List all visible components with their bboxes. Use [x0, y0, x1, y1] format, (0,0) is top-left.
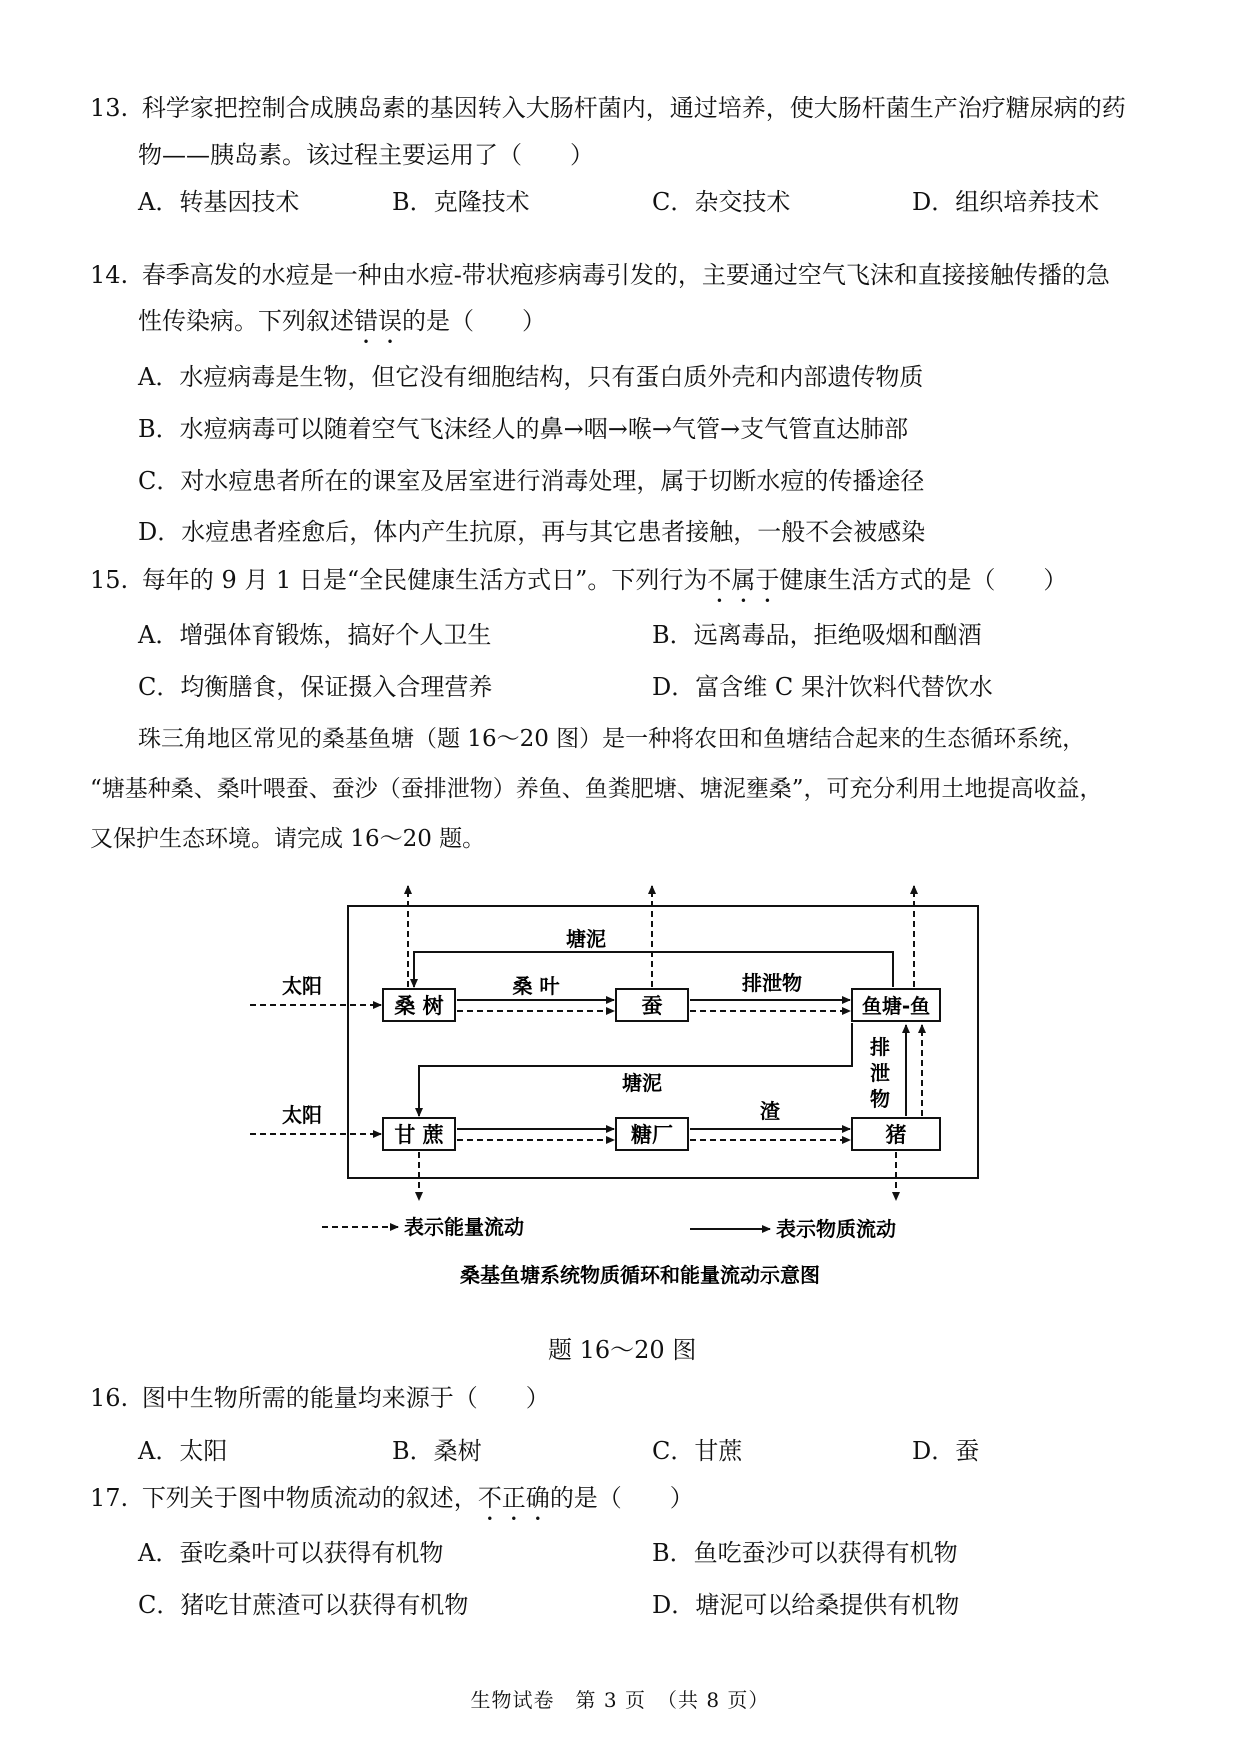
q17-emphasis: 不正确 — [477, 1484, 550, 1512]
q13-option-d: D．组织培养技术 — [912, 188, 1100, 216]
q13-option-a: A．转基因技术 — [138, 188, 300, 216]
q17-text-a: 下列关于图中物质流动的叙述， — [141, 1484, 478, 1512]
q16-number: 16. — [90, 1384, 129, 1412]
label-zha: 渣 — [760, 1099, 780, 1123]
figure-caption: 题 16～20 图 — [548, 1336, 697, 1364]
q15-option-a: A．增强体育锻炼，搞好个人卫生 — [138, 621, 492, 649]
passage-line2: “塘基种桑、桑叶喂蚕、蚕沙（蚕排泄物）养鱼、鱼粪肥塘、塘泥壅桑”，可充分利用土地提高收益， — [90, 776, 1103, 802]
q14-line2 — [138, 301, 546, 349]
q15-text-b: 健康生活方式的是（ ） — [779, 566, 1068, 594]
node-sangshu: 桑 树 — [394, 994, 444, 1018]
label-paixiewu-v3: 物 — [870, 1087, 890, 1111]
label-sangye: 桑 叶 — [512, 974, 560, 998]
q17-option-d: D．塘泥可以给桑提供有机物 — [652, 1591, 960, 1619]
node-ganzhe: 甘 蔗 — [394, 1123, 444, 1147]
q14-text-1: 春季高发的水痘是一种由水痘-带状疱疹病毒引发的，主要通过空气飞沫和直接接触传播的急 — [141, 261, 1110, 289]
q17-option-a: A．蚕吃桑叶可以获得有机物 — [138, 1539, 444, 1567]
q16-line1 — [90, 1378, 550, 1413]
q15-option-c: C．均衡膳食，保证摄入合理营养 — [138, 673, 493, 701]
q14-number: 14. — [90, 261, 129, 289]
q16-option-a: A．太阳 — [138, 1437, 228, 1465]
node-tangchang: 糖厂 — [631, 1123, 673, 1147]
q14-line1 — [90, 255, 1110, 290]
label-paixiewu-v1: 排 — [870, 1035, 890, 1059]
passage-line1: 珠三角地区常见的桑基鱼塘（题 16～20 图）是一种将农田和鱼塘结合起来的生态循环系统， — [138, 726, 1086, 752]
q16-option-b: B．桑树 — [392, 1437, 482, 1465]
q14-text-2a: 性传染病。下列叙述 — [138, 307, 354, 335]
q14-option-d: D．水痘患者痊愈后，体内产生抗原，再与其它患者接触，一般不会被感染 — [138, 518, 926, 546]
node-zhu: 猪 — [885, 1123, 907, 1147]
label-tangni-top: 塘泥 — [566, 927, 606, 951]
label-sun-bottom: 太阳 — [282, 1103, 322, 1127]
q15-number: 15. — [90, 566, 129, 594]
q13-option-c: C．杂交技术 — [652, 188, 791, 216]
q16-option-c: C．甘蔗 — [652, 1437, 743, 1465]
passage-line3: 又保护生态环境。请完成 16～20 题。 — [90, 826, 486, 852]
q15-option-b: B．远离毒品，拒绝吸烟和酗酒 — [652, 621, 982, 649]
arrow-tangni-yutang-to-ganzhe — [419, 1023, 852, 1116]
q14-text-2b: 的是（ ） — [402, 307, 546, 335]
label-sun-top: 太阳 — [282, 974, 322, 998]
legend-matter-label: 表示物质流动 — [776, 1217, 896, 1241]
label-paixiewu-v2: 泄 — [870, 1061, 890, 1085]
q13-line2: 物——胰岛素。该过程主要运用了（ ） — [138, 141, 594, 169]
label-tangni-mid: 塘泥 — [622, 1071, 662, 1095]
q13-option-b: B．克隆技术 — [392, 188, 530, 216]
q15-line1 — [90, 560, 1067, 608]
q13-text-1: 科学家把控制合成胰岛素的基因转入大肠杆菌内，通过培养，使大肠杆菌生产治疗糖尿病的药 — [141, 94, 1126, 122]
node-can: 蚕 — [641, 994, 663, 1018]
q17-text — [142, 1484, 694, 1512]
q16-option-d: D．蚕 — [912, 1437, 980, 1465]
node-yutang: 鱼塘-鱼 — [861, 994, 931, 1018]
q14-option-a: A．水痘病毒是生物，但它没有细胞结构，只有蛋白质外壳和内部遗传物质 — [138, 363, 924, 391]
q15-option-d: D．富含维 C 果汁饮料代替饮水 — [652, 673, 993, 701]
q17-option-c: C．猪吃甘蔗渣可以获得有机物 — [138, 1591, 469, 1619]
diagram-title: 桑基鱼塘系统物质循环和能量流动示意图 — [460, 1263, 820, 1287]
q17-number: 17. — [90, 1484, 129, 1512]
q17-option-b: B．鱼吃蚕沙可以获得有机物 — [652, 1539, 958, 1567]
q14-option-b: B．水痘病毒可以随着空气飞沫经人的鼻→咽→喉→气管→支气管直达肺部 — [138, 415, 909, 443]
q14-emphasis: 错误 — [354, 307, 402, 335]
q14-option-c: C．对水痘患者所在的课室及居室进行消毒处理，属于切断水痘的传播途径 — [138, 467, 925, 495]
arrow-tangni-yutang-to-sangshu — [414, 952, 893, 987]
q15-text-a: 每年的 9 月 1 日是“全民健康生活方式日”。下列行为 — [141, 566, 708, 594]
legend-energy-label: 表示能量流动 — [404, 1215, 524, 1239]
q16-text: 图中生物所需的能量均来源于（ ） — [141, 1384, 550, 1412]
q15-emphasis: 不属于 — [707, 566, 780, 594]
label-paixiewu-top: 排泄物 — [742, 971, 802, 995]
q13-line1 — [90, 88, 1126, 123]
q15-text — [142, 566, 1068, 594]
q13-number: 13. — [90, 94, 129, 122]
page-footer: 生物试卷 第 3 页 （共 8 页） — [470, 1688, 770, 1712]
mulberry-fishpond-diagram — [0, 880, 1240, 1300]
q17-text-b: 的是（ ） — [549, 1484, 694, 1512]
q17-line1 — [90, 1478, 694, 1526]
